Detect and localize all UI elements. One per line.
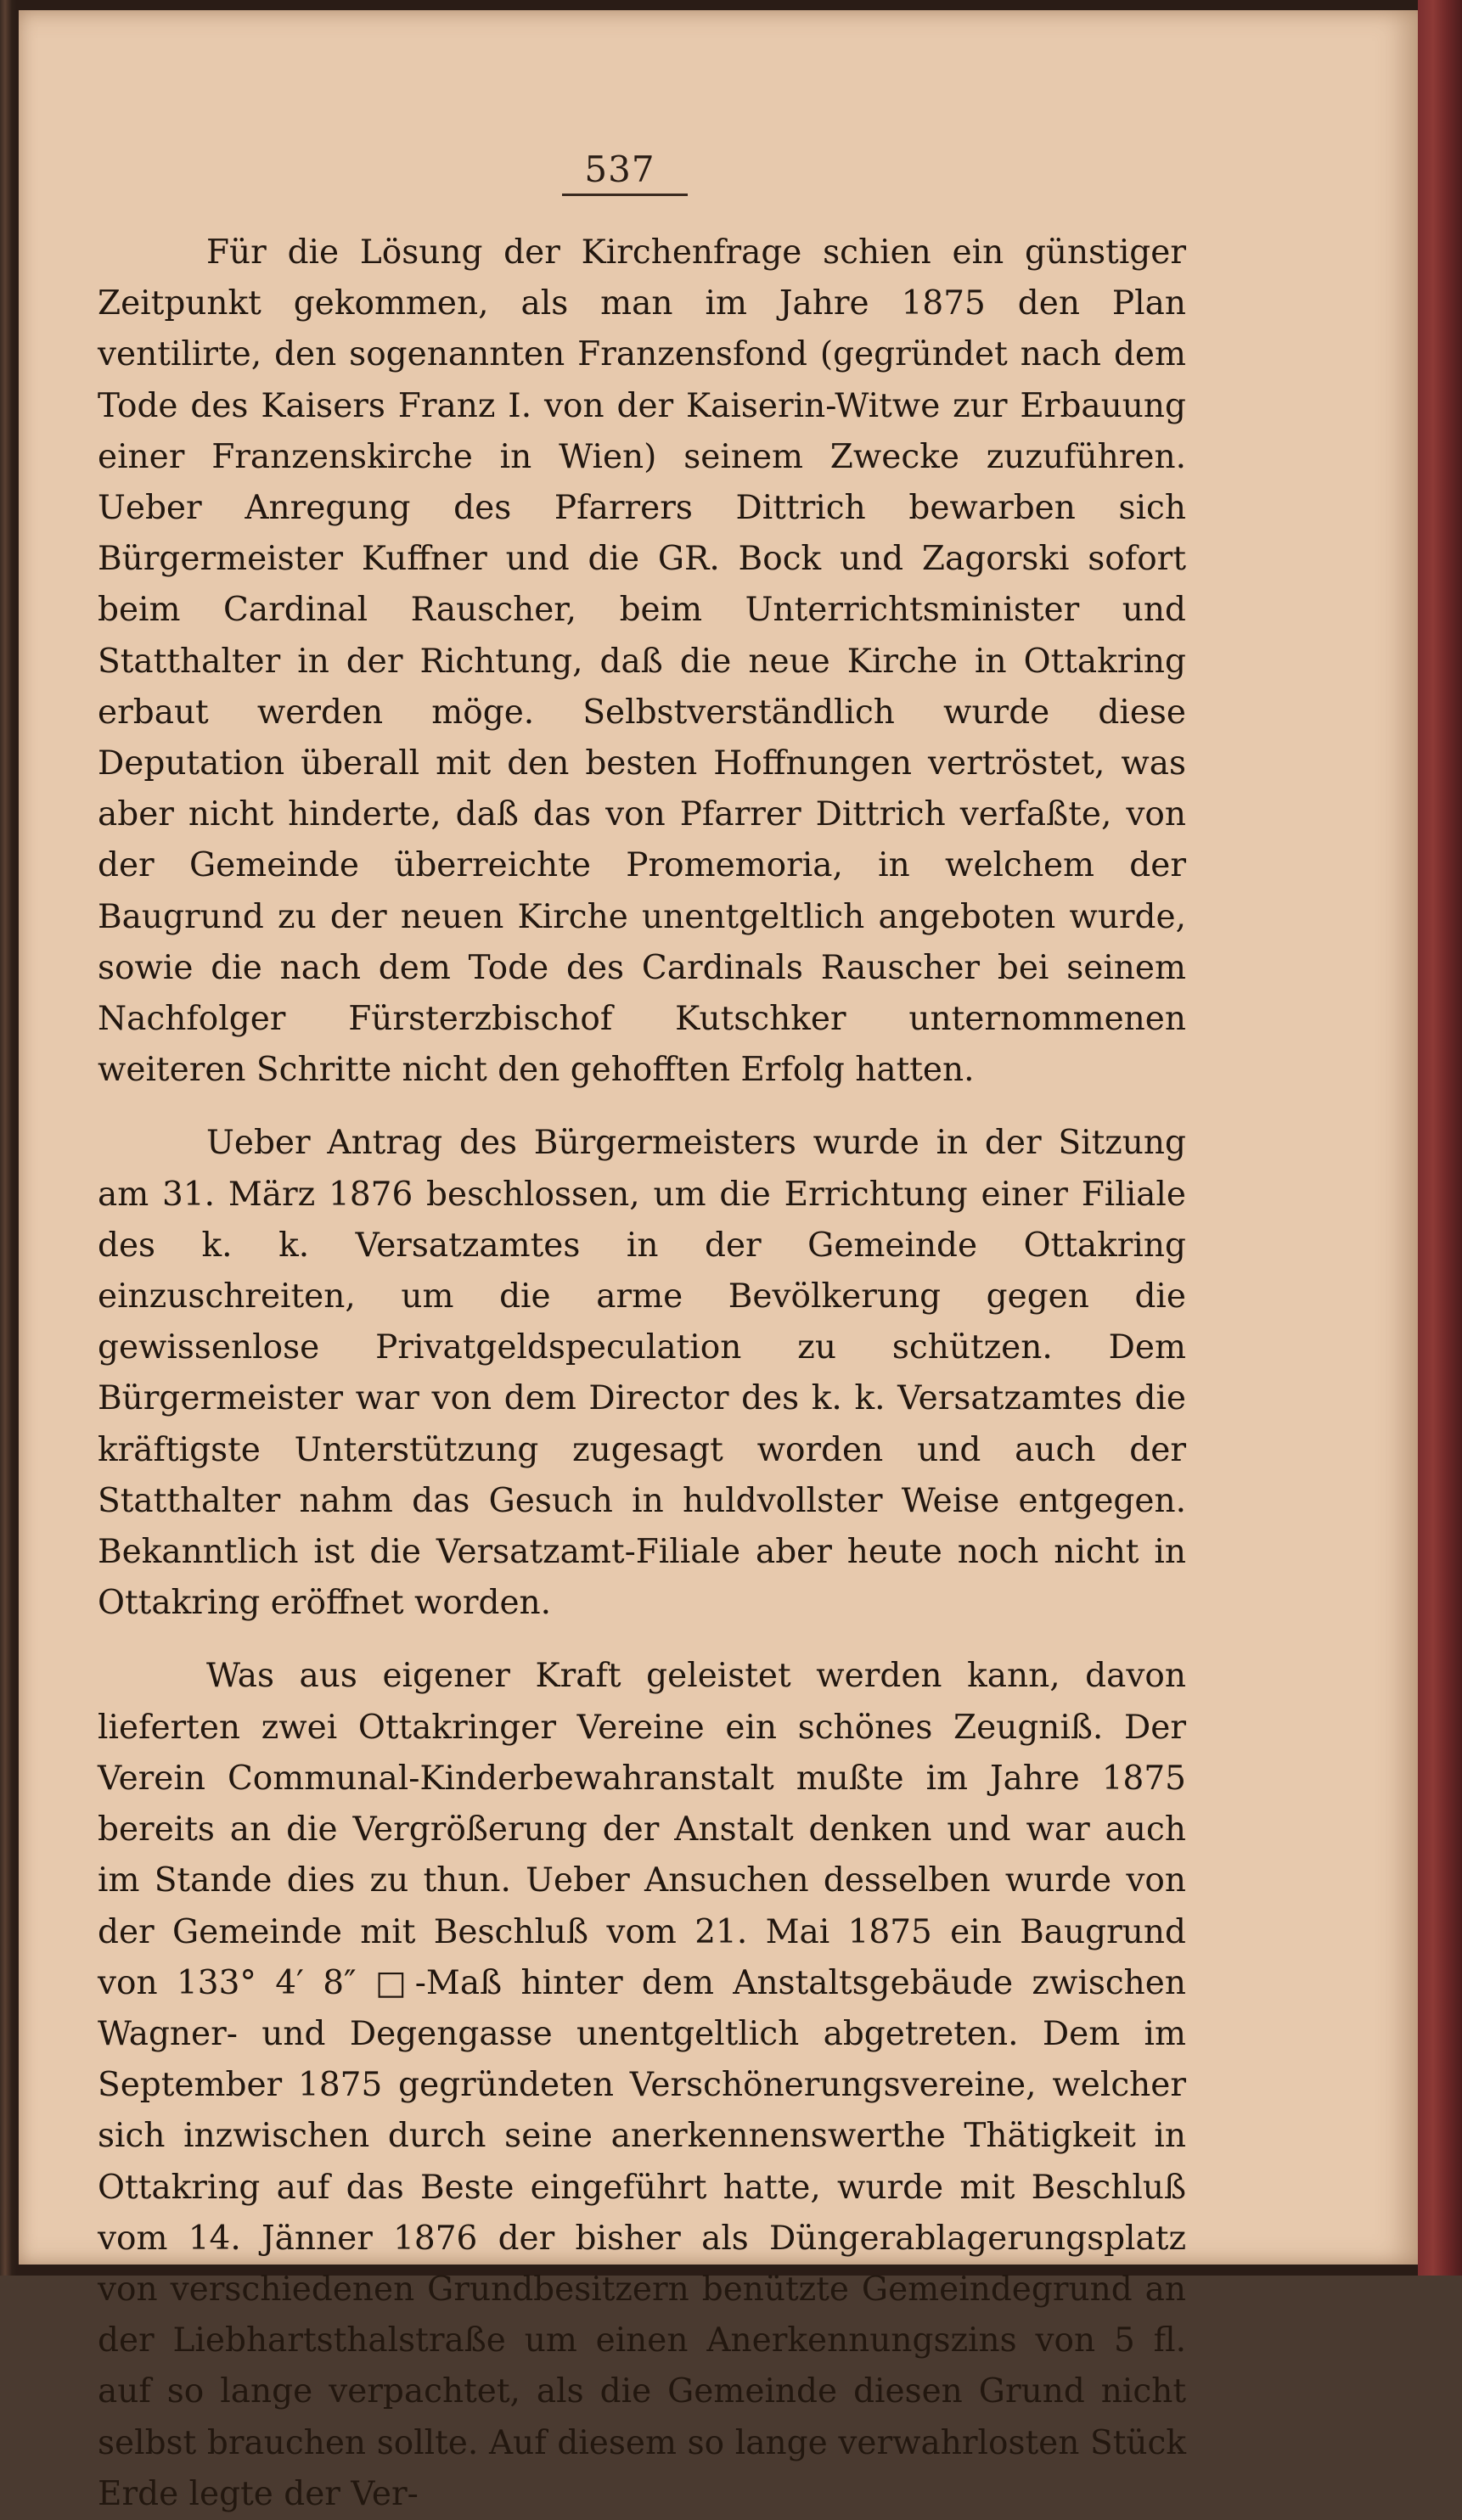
paragraph-1: Für die Lösung der Kirchenfrage schien ein günstiger Zeitpunkt gekommen, als man im Jahre 1875 den Plan ventilirte, den sogenannten Franzensfond (gegründet nach dem Tode des Kaisers Franz I. von der Kaiserin-Witwe zur Erbauung einer Franzenskirche in Wien) seinem Zwecke zuzuführen. Ueber Anregung des Pfarrers Dittrich bewarben sich Bürgermeister Kuffner und die GR. Bock und Zagorski sofort beim Cardinal Rauscher, beim Unterrichtsminister und Statthalter in der Richtung, daß die neue Kirche in Ottakring erbaut werden möge. Selbstverständlich wurde diese Deputation überall mit den besten Hoffnungen vertröstet, was aber nicht hinderte, daß das von Pfarrer Dittrich verfaßte, von der Gemeinde überreichte Promemoria, in welchem der Baugrund zu der neuen Kirche unentgeltlich angeboten wurde, sowie die nach dem Tode des Cardinals Rauscher bei seinem Nachfolger Fürsterzbischof Kutschker unternommenen weiteren Schritte nicht den gehofften Erfolg hatten. xyxy=(98,233,1186,1090)
paragraph-2: Ueber Antrag des Bürgermeisters wurde in der Sitzung am 31. März 1876 beschlossen, um die Errichtung einer Filiale des k. k. Versatzamtes in der Gemeinde Ottakring einzuschreiten, um die arme Bevölkerung gegen die gewissenlose Privatgeldspeculation zu schützen. Dem Bürgermeister war von dem Director des k. k. Versatzamtes die kräftigste Unterstützung zugesagt worden und auch der Statthalter nahm das Gesuch in huldvollster Weise entgegen. Bekanntlich ist die Versatzamt-Filiale aber heute noch nicht in Ottakring eröffnet worden. xyxy=(98,1124,1186,1623)
body-text xyxy=(98,227,1186,2520)
page-number: 537 xyxy=(584,149,655,190)
book-cover-edge xyxy=(1418,0,1462,2276)
paragraph-3: Was aus eigener Kraft geleistet werden kann, davon lieferten zwei Ottakringer Vereine ein schönes Zeugniß. Der Verein Communal-Kinderbewahranstalt mußte im Jahre 1875 bereits an die Vergrößerung der Anstalt denken und war auch im Stande dies zu thun. Ueber Ansuchen desselben wurde von der Gemeinde mit Beschluß vom 21. Mai 1875 ein Baugrund von 133° 4′ 8″ □-Maß hinter dem Anstaltsgebäude zwischen Wagner- und Degengasse unentgeltlich abgetreten. Dem im September 1875 gegründeten Verschönerungsvereine, welcher sich inzwischen durch seine anerkennenswerthe Thätigkeit in Ottakring auf das Beste eingeführt hatte, wurde mit Beschluß vom 14. Jänner 1876 der bisher als Düngerablagerungsplatz von verschiedenen Grundbesitzern benützte Gemeindegrund an der Liebhartsthalstraße um einen Anerkennungszins von 5 fl. auf so lange verpachtet, als die Gemeinde diesen Grund nicht selbst brauchen sollte. Auf diesem so lange verwahrlosten Stück Erde legte der Ver- xyxy=(98,1657,1186,2513)
page-number-rule xyxy=(562,194,688,196)
